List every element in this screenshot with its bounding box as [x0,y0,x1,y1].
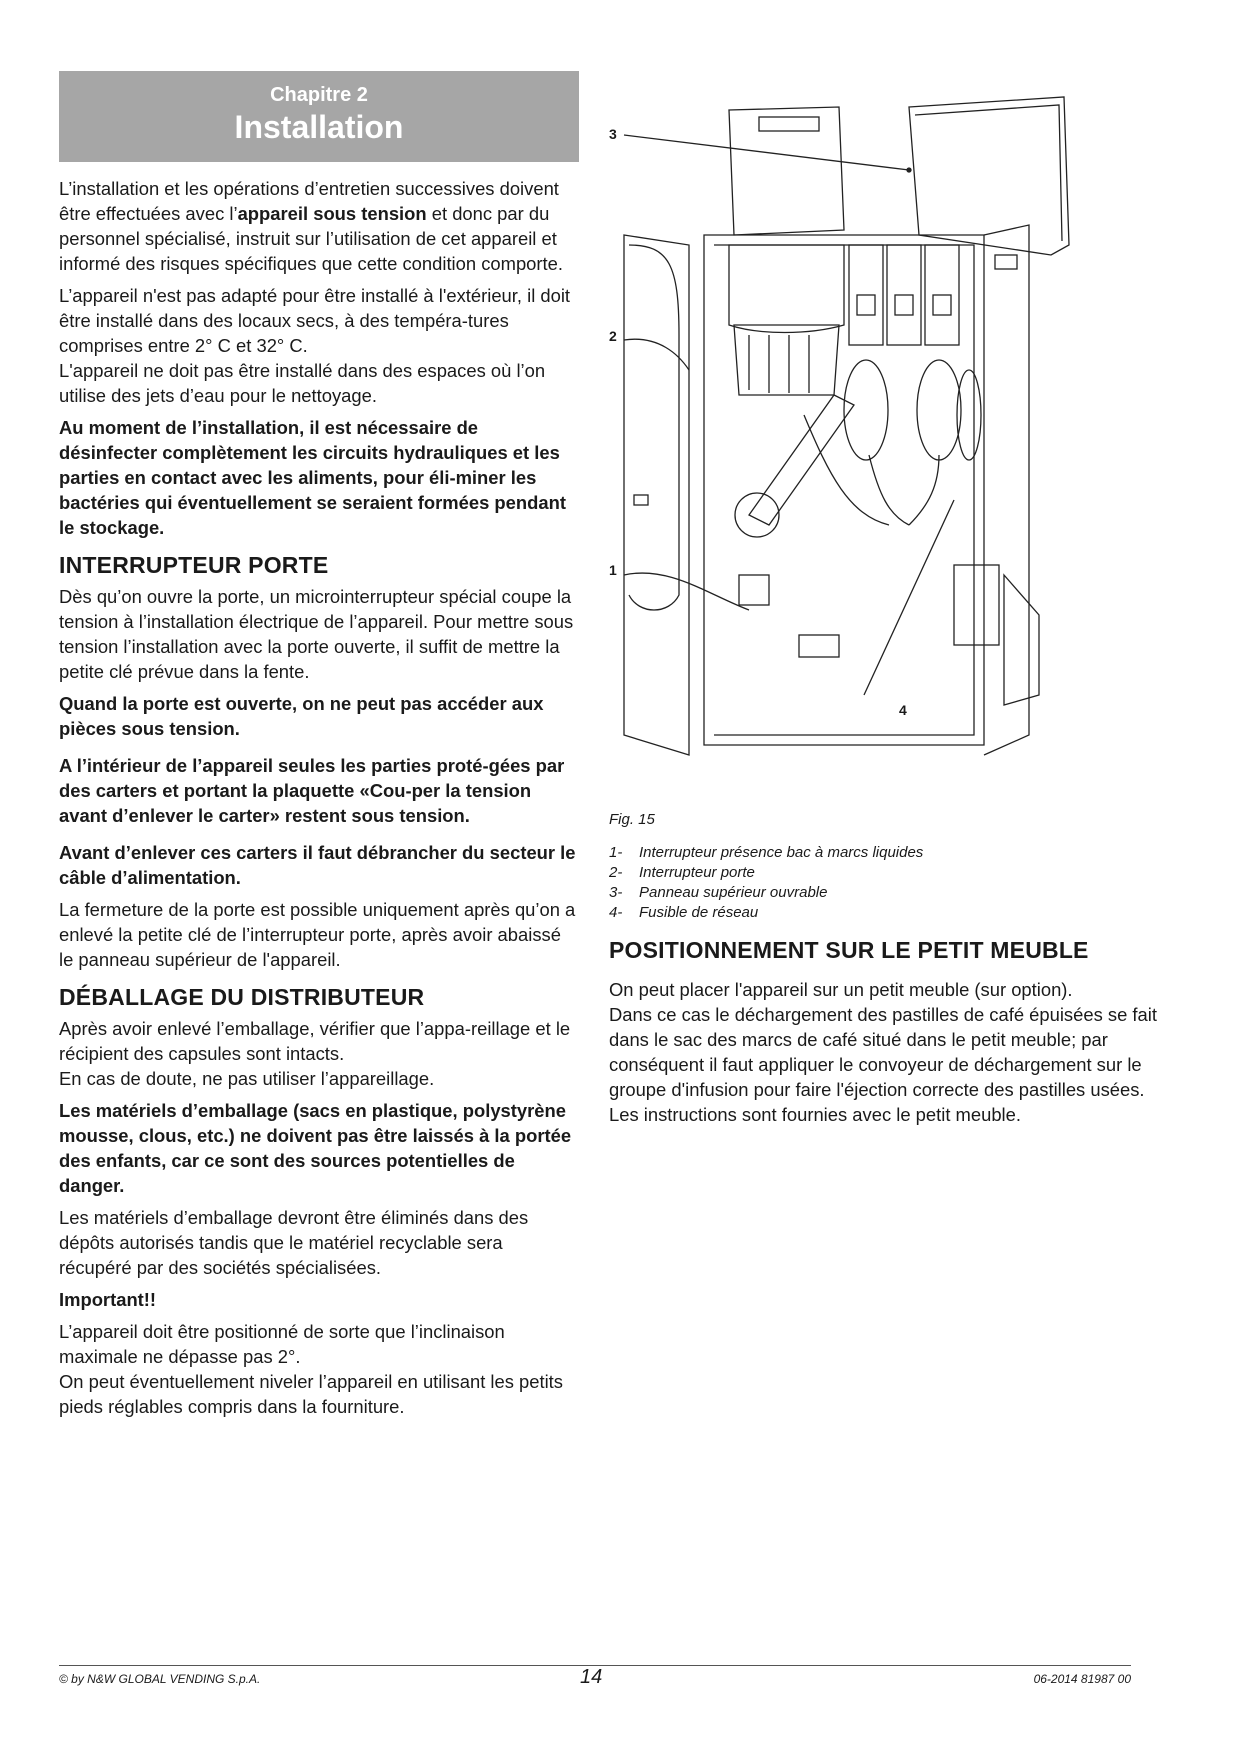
callout-label-2: 2 [609,328,617,344]
chapter-title: Installation [234,109,404,145]
microswitch-1 [739,575,769,605]
canister-1-window [857,295,875,315]
lower-right-panel [1004,575,1039,705]
grounds-tray [799,635,839,657]
paragraph-materiels: Les matériels d’emballage (sacs en plastique, polystyrène mousse, clous, etc.) ne doivent pas être laissés à la portée des enfants, car ce sont des sources potentielles de danger. [59,1100,572,1196]
callout-label-4: 4 [899,702,907,718]
paragraph-doute: En cas de doute, ne pas utiliser l’appareillage. [59,1068,435,1089]
callout-label-1: 1 [609,562,617,578]
machine-figure [609,95,1109,795]
brewer-top [729,245,844,333]
paragraph-inclinaison: L’appareil doit être positionné de sorte que l’inclinaison maximale ne dépasse pas 2°. [59,1321,505,1367]
paragraph-quand: Quand la porte est ouverte, on ne peut pas accéder aux pièces sous tension. [59,693,544,739]
figure-caption: Fig. 15 [609,811,655,828]
door-curve [629,245,679,610]
paragraph-avant: Avant d’enlever ces carters il faut débrancher du secteur le câble d’alimentation. [59,842,576,888]
hopper-outline [729,107,844,235]
left-column [59,71,579,1426]
figure-legend [609,843,1169,923]
callout-label-3: 3 [609,126,617,142]
intro-paragraph: L’installation et les opérations d’entretien successives doivent être effectuées avec l’appareil sous tension et donc par du personnel spécialisé, instruit sur l’utilisation de cet appareil et informé des risques spécifiques que cette condition comporte. [59,178,563,274]
paragraph-fermeture: La fermeture de la porte est possible uniquement après qu’on a enlevé la petite clé de l’interrupteur porte, après avoir abaissé le panneau supérieur de l'appareil. [59,899,576,970]
chapter-number: Chapitre 2 [270,84,368,106]
legend-item: 3- Panneau supérieur ouvrable [609,884,828,901]
paragraph-ouvre: Dès qu’on ouvre la porte, un microinterrupteur spécial coupe la tension à l’installation électrique de l’appareil. Pour mettre sous tension l’installation avec la porte ouverte, il suffit de mettre la petite clé prévue dans la fente. [59,586,574,682]
paragraph-elimines: Les matériels d’emballage devront être éliminés dans des dépôts autorisés tandis que le matériel recyclable sera récupéré par des sociétés spécialisées. [59,1207,529,1278]
side-panel [984,225,1029,755]
callout-line-1 [624,573,749,610]
legend-item: 1- Interrupteur présence bac à marcs liquides [609,844,924,861]
canister-3-window [933,295,951,315]
canister-2-window [895,295,913,315]
paragraph-placer: On peut placer l'appareil sur un petit meuble (sur option). [609,979,1073,1000]
brewer-ribs [749,335,809,393]
paragraph-instructions: Les instructions sont fournies avec le petit meuble. [609,1104,1021,1125]
callout-line-4 [864,500,954,695]
heading-interrupteur-porte: INTERRUPTEUR PORTE [59,552,329,578]
paragraph-exterieur: L’appareil n'est pas adapté pour être installé à l'extérieur, il doit être installé dans des locaux secs, à des tempéra-tures comprises entre 2° C et 32° C. [59,285,571,356]
paragraph-jets: L'appareil ne doit pas être installé dans des espaces où l’on utilise des jets d’eau pour le nettoyage. [59,360,546,406]
chapter-header [59,71,579,162]
paragraph-interieur: A l’intérieur de l’appareil seules les parties proté-gées par des carters et portant la plaquette «Cou-per la tension avant d’enlever le carter» restent sous tension. [59,755,565,826]
paragraph-apres: Après avoir enlevé l’emballage, vérifier que l’appa-reillage et le récipient des capsules sont intacts. [59,1018,571,1064]
paragraph-important: Important!! [59,1289,157,1310]
brewer-body [734,325,839,395]
display-box [995,255,1017,269]
footer-copyright: © by N&W GLOBAL VENDING S.p.A. [59,1672,261,1686]
paragraph-desinfect: Au moment de l’installation, il est nécessaire de désinfecter complètement les circuits hydrauliques et les parties en contact avec les aliments, pour éli-miner les bactéries qui éventuellement se seraient formées pendant le stockage. [59,417,566,538]
fuse-box [954,565,999,645]
paragraph-dechargement: Dans ce cas le déchargement des pastilles de café épuisées se fait dans le sac des marcs de café situé dans le petit meuble; par conséquent il faut appliquer le convoyeur de déchargement sur le groupe d'infusion pour faire l'éjection correcte des pastilles usées. [609,1004,1157,1100]
callout-dot-3 [907,168,911,172]
callout-line-3 [624,135,909,170]
legend-item: 4- Fusible de réseau [609,904,759,921]
arm [749,395,854,525]
top-panel-inner [915,105,1062,241]
bottle-2 [917,360,961,460]
page-number: 14 [580,1666,603,1688]
top-panel-outline [909,97,1069,255]
hopper-label [759,117,819,131]
footer-doc-code: 06-2014 81987 00 [1033,1672,1131,1686]
motor [735,493,779,537]
heading-deballage: DÉBALLAGE DU DISTRIBUTEUR [59,984,425,1010]
legend-item: 2- Interrupteur porte [609,864,755,881]
right-text-block [609,935,1169,1134]
paragraph-niveler: On peut éventuellement niveler l’appareil en utilisant les petits pieds réglables compris dans la fourniture. [59,1371,563,1417]
heading-positionnement: POSITIONNEMENT SUR LE PETIT MEUBLE [609,937,1089,963]
door-switch [634,495,648,505]
